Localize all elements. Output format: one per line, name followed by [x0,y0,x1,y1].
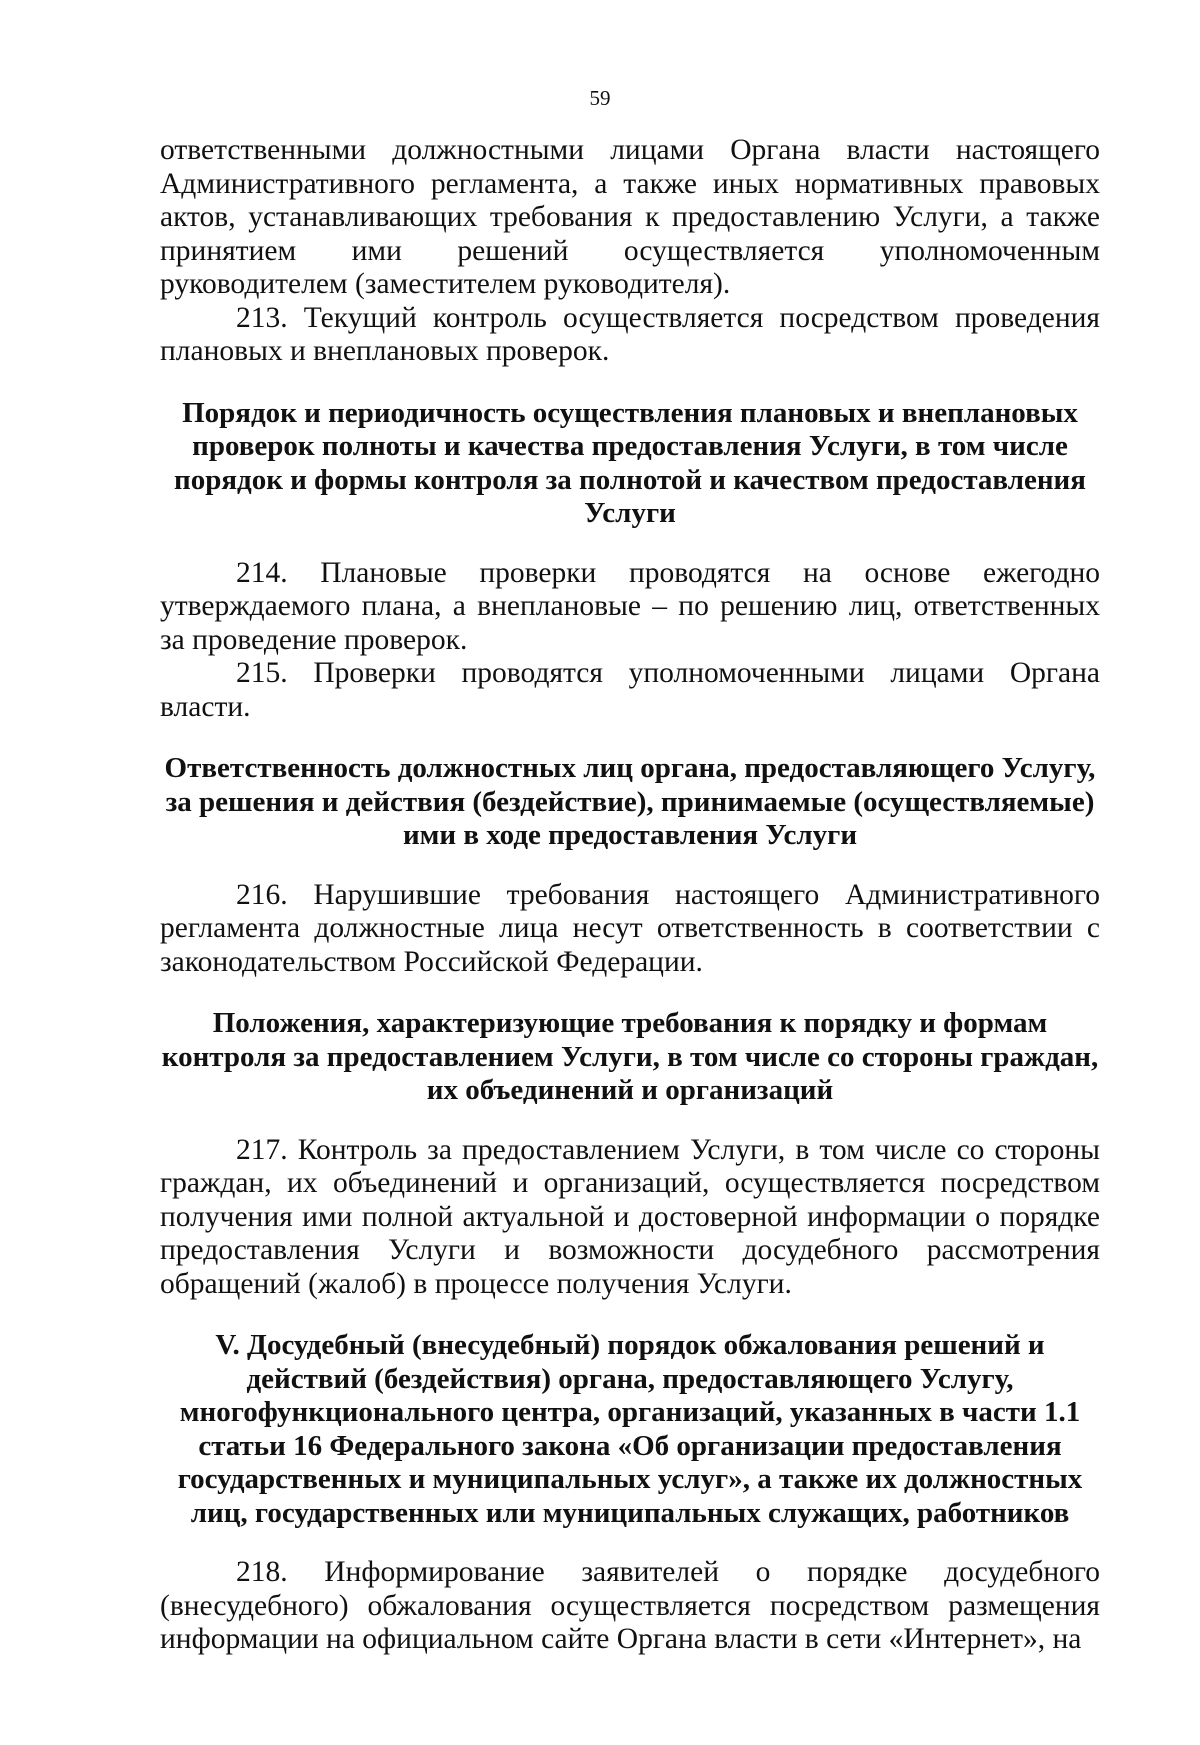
page-number: 59 [589,86,611,110]
paragraph-213: 213. Текущий контроль осуществляется посредством проведения плановых и внеплановых проверок. [160,301,1100,367]
section-heading-inspections: Порядок и периодичность осуществления плановых и внеплановых проверок полноты и качества предоставления Услуги, в том числе порядок и формы контроля за полнотой и качеством предоставления Услуги [174,396,1086,529]
paragraph-218: 218. Информирование заявителей о порядке досудебного (внесудебного) обжалования осуществляется посредством размещения информации на официальном сайте Органа власти в сети «Интернет», на [160,1556,1100,1655]
section-heading-control-provisions: Положения, характеризующие требования к порядку и формам контроля за предоставлением Услуги, в том числе со стороны граждан, их объединений и организаций [161,1007,1099,1106]
paragraph-217: 217. Контроль за предоставлением Услуги, в том числе со стороны граждан, их объединений и организаций, осуществляется посредством получения ими полной актуальной и достоверной информации о порядке предоставления Услуги и возможности досудебного рассмотрения обращений (жалоб) в процессе получения Услуги. [160,1133,1100,1300]
paragraph-215: 215. Проверки проводятся уполномоченными лицами Органа власти. [160,657,1100,723]
paragraph-216: 216. Нарушившие требования настоящего Административного регламента должностные лица несут ответственность в соответствии с законодательством Российской Федерации. [160,878,1100,978]
chapter-heading-v: V. Досудебный (внесудебный) порядок обжалования решений и действий (бездействия) органа, предоставляющего Услугу, многофункционального центра, организаций, указанных в части 1.1 статьи 16 Федерального закона «Об организации предоставления государственных и муниципальных услуг», а также их должностных лиц, государственных или муниципальных служащих, работников [177,1329,1083,1529]
paragraph-214: 214. Плановые проверки проводятся на основе ежегодно утверждаемого плана, а внеплановые – по решению лиц, ответственных за проведение проверок. [160,556,1100,656]
document-body [160,134,1100,1657]
section-heading-responsibility: Ответственность должностных лиц органа, предоставляющего Услугу, за решения и действия (бездействие), принимаемые (осуществляемые) ими в ходе предоставления Услуги [164,752,1096,851]
paragraph-continued: ответственными должностными лицами Органа власти настоящего Административного регламента, а также иных нормативных правовых актов, устанавливающих требования к предоставлению Услуги, а также принятием ими решений осуществляется уполномоченным руководителем (заместителем руководителя). [160,134,1100,300]
